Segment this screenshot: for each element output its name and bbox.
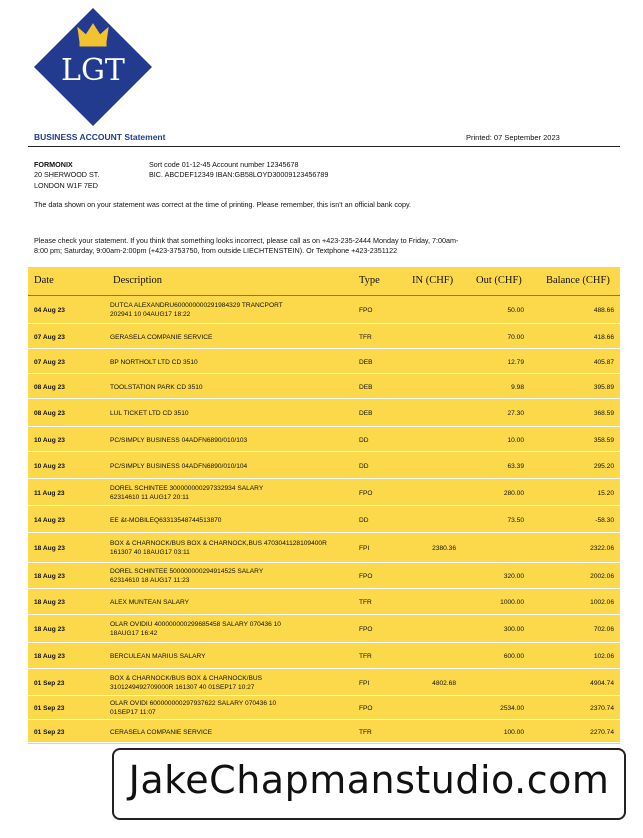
col-in: IN (CHF)	[412, 275, 454, 286]
row-type: TFR	[359, 334, 372, 341]
row-description-line1: DUTCA ALEXANDRU600000000291984329 TRANCPORT	[110, 302, 283, 309]
row-description-line1: PC/SIMPLY BUSINESS 04ADFN6890/010/104	[110, 463, 248, 470]
row-description-line1: TOOLSTATION PARK CD 3510	[110, 384, 203, 391]
row-description-line2: 18AUG17 16:42	[110, 630, 158, 637]
row-date: 07 Aug 23	[34, 359, 65, 366]
row-out-amount: 2534.00	[500, 705, 524, 712]
row-type: DD	[359, 463, 369, 470]
row-type: FPI	[359, 680, 370, 687]
row-balance: 1002.06	[590, 599, 614, 606]
table-row	[28, 506, 620, 533]
row-description-line1: GERASELA COMPANIE SERVICE	[110, 334, 213, 341]
row-type: DEB	[359, 384, 373, 391]
address-line-1: 20 SHERWOOD ST.	[34, 170, 100, 180]
row-date: 10 Aug 23	[34, 463, 65, 470]
row-in-amount: 4802.68	[432, 680, 456, 687]
row-type: FPI	[359, 545, 370, 552]
row-balance: 405.87	[593, 359, 614, 366]
table-row	[28, 643, 620, 669]
row-type: TFR	[359, 653, 372, 660]
transactions-table	[28, 267, 620, 744]
row-date: 01 Sep 23	[34, 705, 65, 712]
row-out-amount: 100.00	[503, 729, 524, 736]
row-date: 04 Aug 23	[34, 307, 65, 314]
account-address	[34, 160, 99, 191]
row-balance: 2370.74	[590, 705, 614, 712]
account-name: FORMONIX	[34, 160, 73, 169]
address-line-2: LONDON W1F 7ED	[34, 180, 98, 190]
row-type: DD	[359, 517, 369, 524]
row-description-line1: EE &t-MOBILEQ63313548744513870	[110, 517, 222, 524]
row-type: FPO	[359, 705, 373, 712]
table-row	[28, 349, 620, 374]
row-description-line1: BOX & CHARNOCK/BUS BOX & CHARNOCK/BUS	[110, 675, 263, 682]
row-out-amount: 600.00	[503, 653, 524, 660]
header-divider	[28, 146, 620, 147]
row-date: 08 Aug 23	[34, 410, 65, 417]
table-row	[28, 399, 620, 427]
row-out-amount: 300.00	[503, 626, 524, 633]
row-date: 01 Sep 23	[34, 680, 65, 687]
row-out-amount: 9.98	[511, 384, 524, 391]
row-out-amount: 50.00	[507, 307, 524, 314]
bic-iban-line: BIC. ABCDEF12349 IBAN:GB58LOYD30009123456789	[149, 170, 329, 180]
row-description-line1: DOREL SCHINTEE 500000000294914525 SALARY	[110, 568, 264, 575]
row-balance: 4904.74	[590, 680, 614, 687]
row-balance: 488.66	[593, 307, 614, 314]
svg-text:LGT: LGT	[61, 53, 125, 88]
row-balance: 2322.06	[590, 545, 614, 552]
table-row	[28, 720, 620, 743]
table-row	[28, 374, 620, 399]
row-balance: 395.89	[593, 384, 614, 391]
accuracy-note: The data shown on your statement was correct at the time of printing. Please remember, this isn't an official bank copy.	[34, 200, 412, 209]
check-note: Please check your statement. If you think that something looks incorrect, please call as on +423-235-2444 Monday to Friday, 7:00am-8:00 pm; Saturday, 9:00am-2:00pm (+423-3753750, from outside LIECHTENSTEIN). Or Textphone +423-2351122	[34, 236, 459, 256]
table-row	[28, 479, 620, 506]
row-type: FPO	[359, 490, 373, 497]
row-description-line1: ALEX MUNTEAN SALARY	[110, 599, 190, 606]
row-description-line1: OLAR OVIDI 600000000297937622 SALARY 070436 10	[110, 700, 277, 707]
row-balance: 358.59	[593, 437, 614, 444]
row-in-amount: 2380.36	[432, 545, 456, 552]
sort-code-line: Sort code 01-12-45 Account number 12345678	[149, 160, 299, 169]
row-balance: 2270.74	[590, 729, 614, 736]
row-balance: -58.30	[595, 517, 614, 524]
row-date: 11 Aug 23	[34, 490, 65, 497]
row-description-line1: OLAR OVIDIU 400000000299685458 SALARY 070436 10	[110, 621, 281, 628]
row-balance: 102.06	[593, 653, 614, 660]
row-date: 18 Aug 23	[34, 545, 65, 552]
watermark	[112, 748, 626, 820]
table-row	[28, 696, 620, 720]
col-type: Type	[359, 275, 380, 286]
col-balance: Balance (CHF)	[546, 275, 610, 286]
row-balance: 418.66	[593, 334, 614, 341]
statement-title: BUSINESS ACCOUNT Statement	[34, 132, 166, 142]
row-out-amount: 10.00	[507, 437, 524, 444]
row-date: 18 Aug 23	[34, 653, 65, 660]
bank-details	[149, 160, 328, 181]
row-type: TFR	[359, 729, 372, 736]
row-type: DEB	[359, 359, 373, 366]
row-out-amount: 320.00	[503, 573, 524, 580]
table-row	[28, 452, 620, 479]
table-row	[28, 563, 620, 589]
row-description-line1: PC/SIMPLY BUSINESS 04ADFN6890/010/103	[110, 437, 248, 444]
table-row	[28, 669, 620, 696]
row-description-line2: 62314610 18 AUG17 11:23	[110, 577, 190, 584]
row-out-amount: 1000.00	[500, 599, 524, 606]
row-description-line1: BERCULEAN MARIUS SALARY	[110, 653, 206, 660]
row-description-line2: 161307 40 18AUG17 03:11	[110, 549, 190, 556]
row-balance: 368.59	[593, 410, 614, 417]
row-date: 18 Aug 23	[34, 599, 65, 606]
row-description-line1: BP NORTHOLT LTD CD 3510	[110, 359, 198, 366]
row-type: TFR	[359, 599, 372, 606]
table-row	[28, 324, 620, 349]
row-date: 07 Aug 23	[34, 334, 65, 341]
row-out-amount: 12.79	[507, 359, 524, 366]
printed-date: Printed: 07 September 2023	[466, 133, 560, 142]
table-row	[28, 533, 620, 563]
row-description-line1: BOX & CHARNOCK/BUS BOX & CHARNOCK,BUS 4703041128109400R	[110, 540, 327, 547]
row-out-amount: 70.00	[507, 334, 524, 341]
row-description-line2: 01SEP17 11:07	[110, 709, 156, 716]
table-row	[28, 427, 620, 452]
row-type: FPO	[359, 573, 373, 580]
row-date: 14 Aug 23	[34, 517, 65, 524]
row-date: 10 Aug 23	[34, 437, 65, 444]
table-row	[28, 589, 620, 615]
row-date: 01 Sep 23	[34, 729, 65, 736]
row-type: FPO	[359, 307, 373, 314]
row-description-line1: CERASELA COMPANIE SERVICE	[110, 729, 212, 736]
row-date: 08 Aug 23	[34, 384, 65, 391]
table-row	[28, 296, 620, 324]
col-description: Description	[113, 275, 162, 286]
row-type: DD	[359, 437, 369, 444]
row-description-line1: DOREL SCHINTEE 300000000297332934 SALARY	[110, 485, 264, 492]
col-date: Date	[34, 275, 54, 286]
row-balance: 2002.06	[590, 573, 614, 580]
row-type: DEB	[359, 410, 373, 417]
table-header	[28, 267, 620, 296]
row-balance: 295.20	[593, 463, 614, 470]
row-balance: 15.20	[597, 490, 614, 497]
row-type: FPO	[359, 626, 373, 633]
row-description-line2: 62314610 11 AUG17 20:11	[110, 494, 189, 501]
row-description-line1: LUL TICKET LTD CD 3510	[110, 410, 189, 417]
lgt-logo	[34, 8, 152, 126]
row-balance: 702.06	[593, 626, 614, 633]
row-out-amount: 73.50	[507, 517, 524, 524]
row-out-amount: 280.00	[503, 490, 524, 497]
row-description-line2: 202941 10 04AUG17 18:22	[110, 311, 191, 318]
row-date: 18 Aug 23	[34, 573, 65, 580]
row-out-amount: 27.30	[507, 410, 524, 417]
table-row	[28, 615, 620, 643]
row-date: 18 Aug 23	[34, 626, 65, 633]
watermark-text: JakeChapmanstudio.com	[128, 758, 610, 802]
row-out-amount: 63.39	[507, 463, 524, 470]
row-description-line2: 3101249492709000R 161307 40 01SEP17 10:27	[110, 684, 255, 691]
col-out: Out (CHF)	[476, 275, 522, 286]
